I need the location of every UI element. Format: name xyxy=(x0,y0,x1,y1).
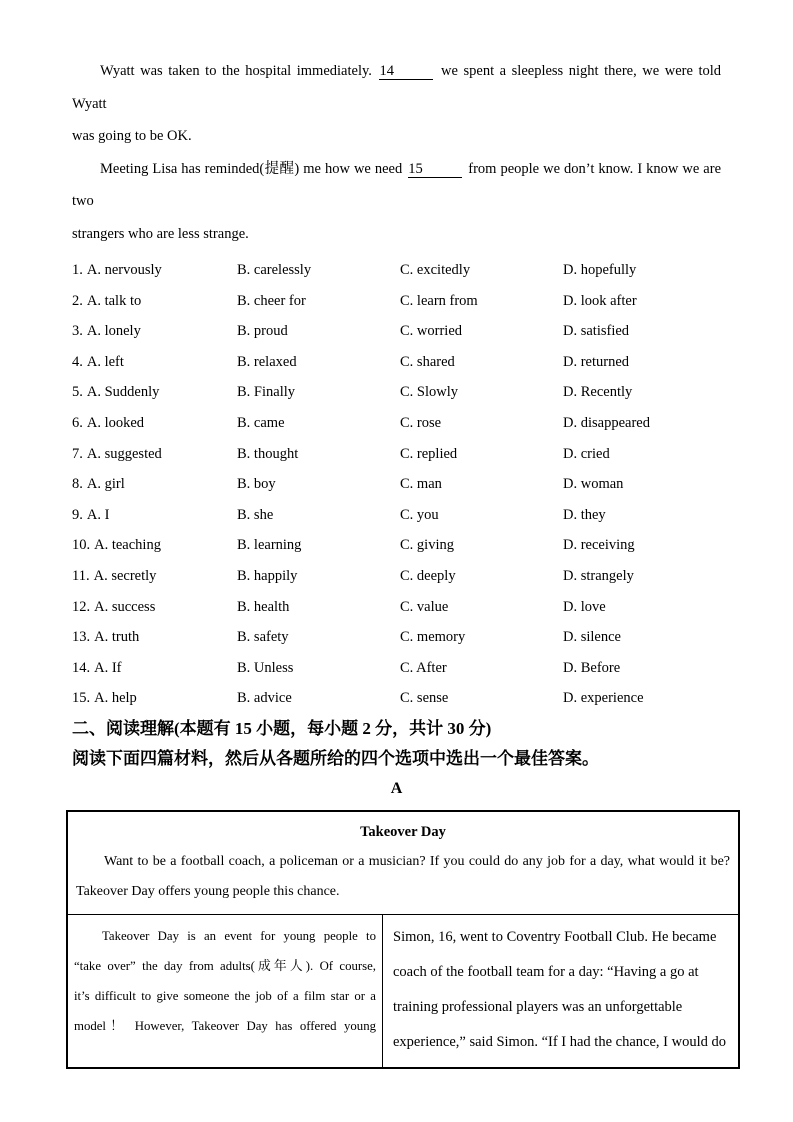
option-a: 2. A. talk to xyxy=(72,292,142,309)
option-d: D. love xyxy=(563,598,606,615)
option-a: 13. A. truth xyxy=(72,629,140,646)
question-number: 15. xyxy=(72,690,91,707)
passage-header-cell xyxy=(68,812,738,915)
option-b: B. came xyxy=(237,414,285,431)
passage-text-line: “take over” the day from adults(成年人). Of course, xyxy=(74,958,376,973)
question-row-14 xyxy=(72,653,721,684)
passage-intro-line: Want to be a football coach, a policeman or a musician? If you could do any job for a day, what would it be? xyxy=(104,853,730,869)
cloze-blank-15: 15 xyxy=(408,161,462,178)
option-a: 1. A. nervously xyxy=(72,262,162,278)
paragraph-line xyxy=(72,55,721,120)
passage-text-line: coach of the football team for a day: “Having a go at xyxy=(393,963,699,980)
cloze-paragraph-2 xyxy=(72,153,721,251)
option-c: C. learn from xyxy=(400,292,478,309)
option-c: C. rose xyxy=(400,414,442,431)
option-b: B. learning xyxy=(237,537,302,554)
paragraph-line: strangers who are less strange. xyxy=(72,225,249,242)
option-d: D. cried xyxy=(563,445,610,462)
option-a: 14. A. If xyxy=(72,659,122,676)
option-c: C. memory xyxy=(400,629,466,646)
question-number: 9. xyxy=(72,506,83,523)
section-heading: 二、阅读理解(本题有 15 小题，每小题 2 分，共计 30 分) xyxy=(72,718,492,738)
option-d: D. Recently xyxy=(563,384,633,401)
option-c: C. giving xyxy=(400,537,454,554)
passage-label: A xyxy=(390,779,403,797)
question-row-5 xyxy=(72,377,721,408)
option-c: C. shared xyxy=(400,353,455,370)
question-number: 13. xyxy=(72,629,91,646)
option-a: 5. A. Suddenly xyxy=(72,384,160,401)
option-a: 7. A. suggested xyxy=(72,445,162,462)
option-d: D. they xyxy=(563,506,606,523)
passage-left-cell xyxy=(68,915,383,1067)
passage-text-line: Takeover Day is an event for young people to xyxy=(102,928,376,943)
paragraph-line xyxy=(72,153,721,218)
passage-text-line: training professional players was an unforgettable xyxy=(393,998,683,1015)
option-d: D. disappeared xyxy=(563,414,650,431)
option-d: D. hopefully xyxy=(563,262,637,278)
question-number: 3. xyxy=(72,323,83,340)
option-c: C. value xyxy=(400,598,449,615)
option-a: 3. A. lonely xyxy=(72,323,141,340)
paragraph-text: from people we don’t know. I know we are two xyxy=(72,160,722,209)
question-number: 12. xyxy=(72,598,91,615)
option-b: B. she xyxy=(237,506,274,523)
passage-text-line: model！ However, Takeover Day has offered young xyxy=(74,1018,376,1033)
paragraph-text: Meeting Lisa has reminded(提醒) me how we need xyxy=(100,160,403,177)
option-a: 10. A. teaching xyxy=(72,537,161,554)
option-b: B. carelessly xyxy=(237,262,312,278)
option-c: C. you xyxy=(400,506,439,523)
option-b: B. relaxed xyxy=(237,353,297,370)
question-number: 10. xyxy=(72,537,91,554)
option-b: B. happily xyxy=(237,567,298,584)
question-row-10 xyxy=(72,530,721,561)
cloze-paragraph-1 xyxy=(72,55,721,153)
option-a: 9. A. I xyxy=(72,506,110,523)
question-number: 14. xyxy=(72,659,91,676)
question-row-13 xyxy=(72,622,721,653)
option-c: C. man xyxy=(400,476,442,493)
option-d: D. look after xyxy=(563,292,637,309)
option-d: D. experience xyxy=(563,690,644,707)
option-a: 11. A. secretly xyxy=(72,567,157,584)
option-c: C. Slowly xyxy=(400,384,459,401)
option-c: C. worried xyxy=(400,323,463,340)
option-b: B. Unless xyxy=(237,659,294,676)
question-row-4 xyxy=(72,347,721,378)
option-b: B. boy xyxy=(237,476,276,493)
paragraph-line: was going to be OK. xyxy=(72,128,192,144)
option-d: D. receiving xyxy=(563,537,635,554)
cloze-options-list xyxy=(72,255,721,714)
option-c: C. deeply xyxy=(400,567,456,584)
question-row-2 xyxy=(72,286,721,317)
passage-intro-line: Takeover Day offers young people this chance. xyxy=(76,883,340,899)
passage-a-table xyxy=(66,810,740,1069)
option-b: B. safety xyxy=(237,629,289,646)
option-a: 6. A. looked xyxy=(72,414,145,431)
option-a: 8. A. girl xyxy=(72,476,125,493)
option-d: D. returned xyxy=(563,353,630,370)
question-row-7 xyxy=(72,439,721,470)
passage-text-line: Simon, 16, went to Coventry Football Club. He became xyxy=(393,928,717,945)
option-c: C. excitedly xyxy=(400,262,471,278)
option-b: B. advice xyxy=(237,690,292,707)
section-instruction: 阅读下面四篇材料，然后从各题所给的四个选项中选出一个最佳答案。 xyxy=(72,748,599,768)
option-a: 4. A. left xyxy=(72,353,124,370)
question-row-9 xyxy=(72,500,721,531)
question-number: 4. xyxy=(72,353,83,370)
option-d: D. Before xyxy=(563,659,621,676)
paragraph-text: Wyatt was taken to the hospital immediately. xyxy=(100,63,372,79)
option-a: 12. A. success xyxy=(72,598,156,615)
option-b: B. Finally xyxy=(237,384,296,401)
option-b: B. cheer for xyxy=(237,292,306,309)
passage-text-line: it’s difficult to give someone the job of a film star or a xyxy=(74,988,376,1003)
passage-text-line: experience,” said Simon. “If I had the chance, I would do xyxy=(393,1033,726,1050)
option-d: D. strangely xyxy=(563,567,634,584)
option-c: C. After xyxy=(400,659,447,676)
option-d: D. silence xyxy=(563,629,621,646)
option-b: B. health xyxy=(237,598,290,615)
option-d: D. satisfied xyxy=(563,323,630,340)
option-b: B. thought xyxy=(237,445,299,462)
question-number: 1. xyxy=(72,262,83,278)
paragraph-text: we spent a sleepless night there, we were told Wyatt xyxy=(72,63,722,112)
question-number: 5. xyxy=(72,384,83,401)
question-number: 2. xyxy=(72,292,83,309)
option-d: D. woman xyxy=(563,476,624,493)
cloze-blank-14: 14 xyxy=(379,63,433,80)
question-row-12 xyxy=(72,592,721,623)
question-row-8 xyxy=(72,469,721,500)
question-row-11 xyxy=(72,561,721,592)
option-c: C. replied xyxy=(400,445,458,462)
option-b: B. proud xyxy=(237,323,288,340)
question-number: 7. xyxy=(72,445,83,462)
option-c: C. sense xyxy=(400,690,449,707)
option-a: 15. A. help xyxy=(72,690,137,707)
passage-right-cell xyxy=(383,915,738,1067)
question-row-6 xyxy=(72,408,721,439)
question-number: 11. xyxy=(72,567,90,584)
question-row-15 xyxy=(72,683,721,714)
question-number: 6. xyxy=(72,414,83,431)
question-number: 8. xyxy=(72,476,83,493)
question-row-3 xyxy=(72,316,721,347)
passage-body-row xyxy=(68,915,738,1067)
passage-title: Takeover Day xyxy=(360,823,446,840)
question-row-1 xyxy=(72,255,721,286)
